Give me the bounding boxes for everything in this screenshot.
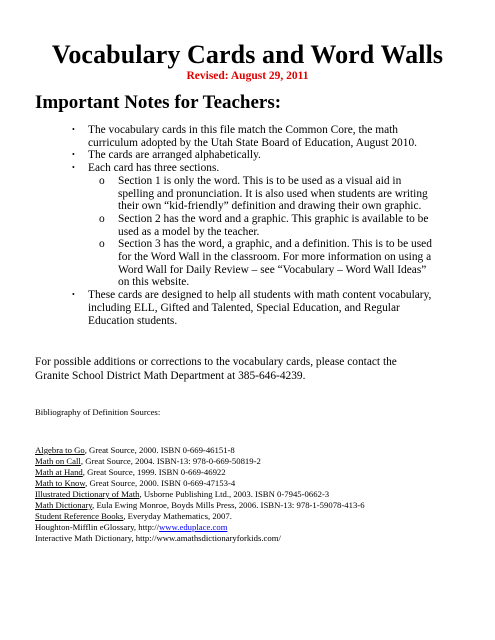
contact-paragraph <box>35 355 475 383</box>
contact-line: Granite School District Math Department at 385-646-4239. <box>35 370 306 382</box>
sub-list-item <box>99 238 472 289</box>
book-title: Illustrated Dictionary of Math <box>35 489 140 499</box>
list-item <box>72 124 472 149</box>
page-title: Vocabulary Cards and Word Walls <box>51 40 444 69</box>
section-line: used as a model by the teacher. <box>118 225 260 238</box>
section-line: spelling and pronunciation. It is also used when students are writing <box>118 187 428 200</box>
section-line: for the Word Wall in the classroom. For more information on using a <box>118 251 432 264</box>
note-line: The cards are arranged alphabetically. <box>88 149 261 162</box>
book-title: Student Reference Books <box>35 511 124 521</box>
bibliography-entry <box>35 445 485 456</box>
book-details: , Eula Ewing Monroe, Boyds Mills Press, 2006. ISBN-13: 978-1-59078-413-6 <box>92 500 365 510</box>
bullet-icon: • <box>72 290 75 300</box>
book-title: Math at Hand <box>35 467 83 477</box>
source-text: Houghton-Mifflin eGlossary, http:// <box>35 522 160 532</box>
bullet-icon: • <box>72 163 75 173</box>
bibliography-label: Bibliography of Definition Sources: <box>35 407 161 417</box>
circle-bullet-icon: o <box>99 212 105 225</box>
note-line: These cards are designed to help all students with math content vocabulary, <box>88 289 432 302</box>
note-line: curriculum adopted by the Utah State Board of Education, August 2010. <box>88 136 417 149</box>
book-title: Math to Know <box>35 478 86 488</box>
bibliography-entry <box>35 500 485 511</box>
bibliography-entry <box>35 533 485 544</box>
bibliography-entry <box>35 511 485 522</box>
revised-date: Revised: August 29, 2011 <box>186 70 309 82</box>
note-line: Each card has three sections. <box>88 162 220 175</box>
book-title: Math Dictionary <box>35 500 93 510</box>
book-details: , Great Source, 2004. ISBN-13: 978-0-669-50819-2 <box>80 456 261 466</box>
bibliography-entry <box>35 489 485 500</box>
section-line: Section 3 has the word, a graphic, and a definition. This is to be used <box>118 238 432 251</box>
bibliography-list <box>35 445 485 544</box>
section-line: on this website. <box>118 276 190 289</box>
bullet-icon: • <box>72 150 75 160</box>
book-details: , Great Source, 2000. ISBN 0-669-46151-8 <box>84 445 235 455</box>
source-text: Interactive Math Dictionary, http://www.amathsdictionaryforkids.com/ <box>35 533 281 543</box>
list-item <box>72 149 472 162</box>
section-line: their own “kid-friendly” definition and drawing their own graphic. <box>118 200 422 213</box>
bibliography-entry <box>35 456 485 467</box>
book-details: , Great Source, 1999. ISBN 0-669-46922 <box>82 467 226 477</box>
sub-list-item <box>99 213 472 238</box>
list-item <box>72 162 472 175</box>
circle-bullet-icon: o <box>99 174 105 187</box>
notes-list <box>72 124 472 327</box>
eduplace-link[interactable]: www.eduplace.com <box>159 522 228 532</box>
note-line: Education students. <box>88 314 178 327</box>
book-title: Algebra to Go <box>35 445 85 455</box>
bibliography-entry <box>35 522 485 533</box>
bibliography-entry <box>35 478 485 489</box>
book-details: , Everyday Mathematics, 2007. <box>123 511 232 521</box>
book-title: Math on Call <box>35 456 81 466</box>
bullet-icon: • <box>72 125 75 134</box>
book-details: , Great Source, 2000. ISBN 0-669-47153-4 <box>85 478 236 488</box>
section-line: Section 2 has the word and a graphic. This graphic is available to be <box>118 212 429 225</box>
bibliography-entry <box>35 467 485 478</box>
contact-line: For possible additions or corrections to the vocabulary cards, please contact the <box>35 356 397 368</box>
note-line: The vocabulary cards in this file match the Common Core, the math <box>88 124 398 136</box>
notes-heading: Important Notes for Teachers: <box>35 92 282 113</box>
section-line: Word Wall for Daily Review – see “Vocabulary – Word Wall Ideas” <box>118 263 427 276</box>
note-line: including ELL, Gifted and Talented, Special Education, and Regular <box>88 301 400 314</box>
book-details: , Usborne Publishing Ltd., 2003. ISBN 0-7945-0662-3 <box>139 489 330 499</box>
section-line: Section 1 is only the word. This is to be used as a visual aid in <box>118 174 402 187</box>
circle-bullet-icon: o <box>99 238 105 251</box>
sub-list-item <box>99 175 472 213</box>
list-item <box>72 289 472 327</box>
